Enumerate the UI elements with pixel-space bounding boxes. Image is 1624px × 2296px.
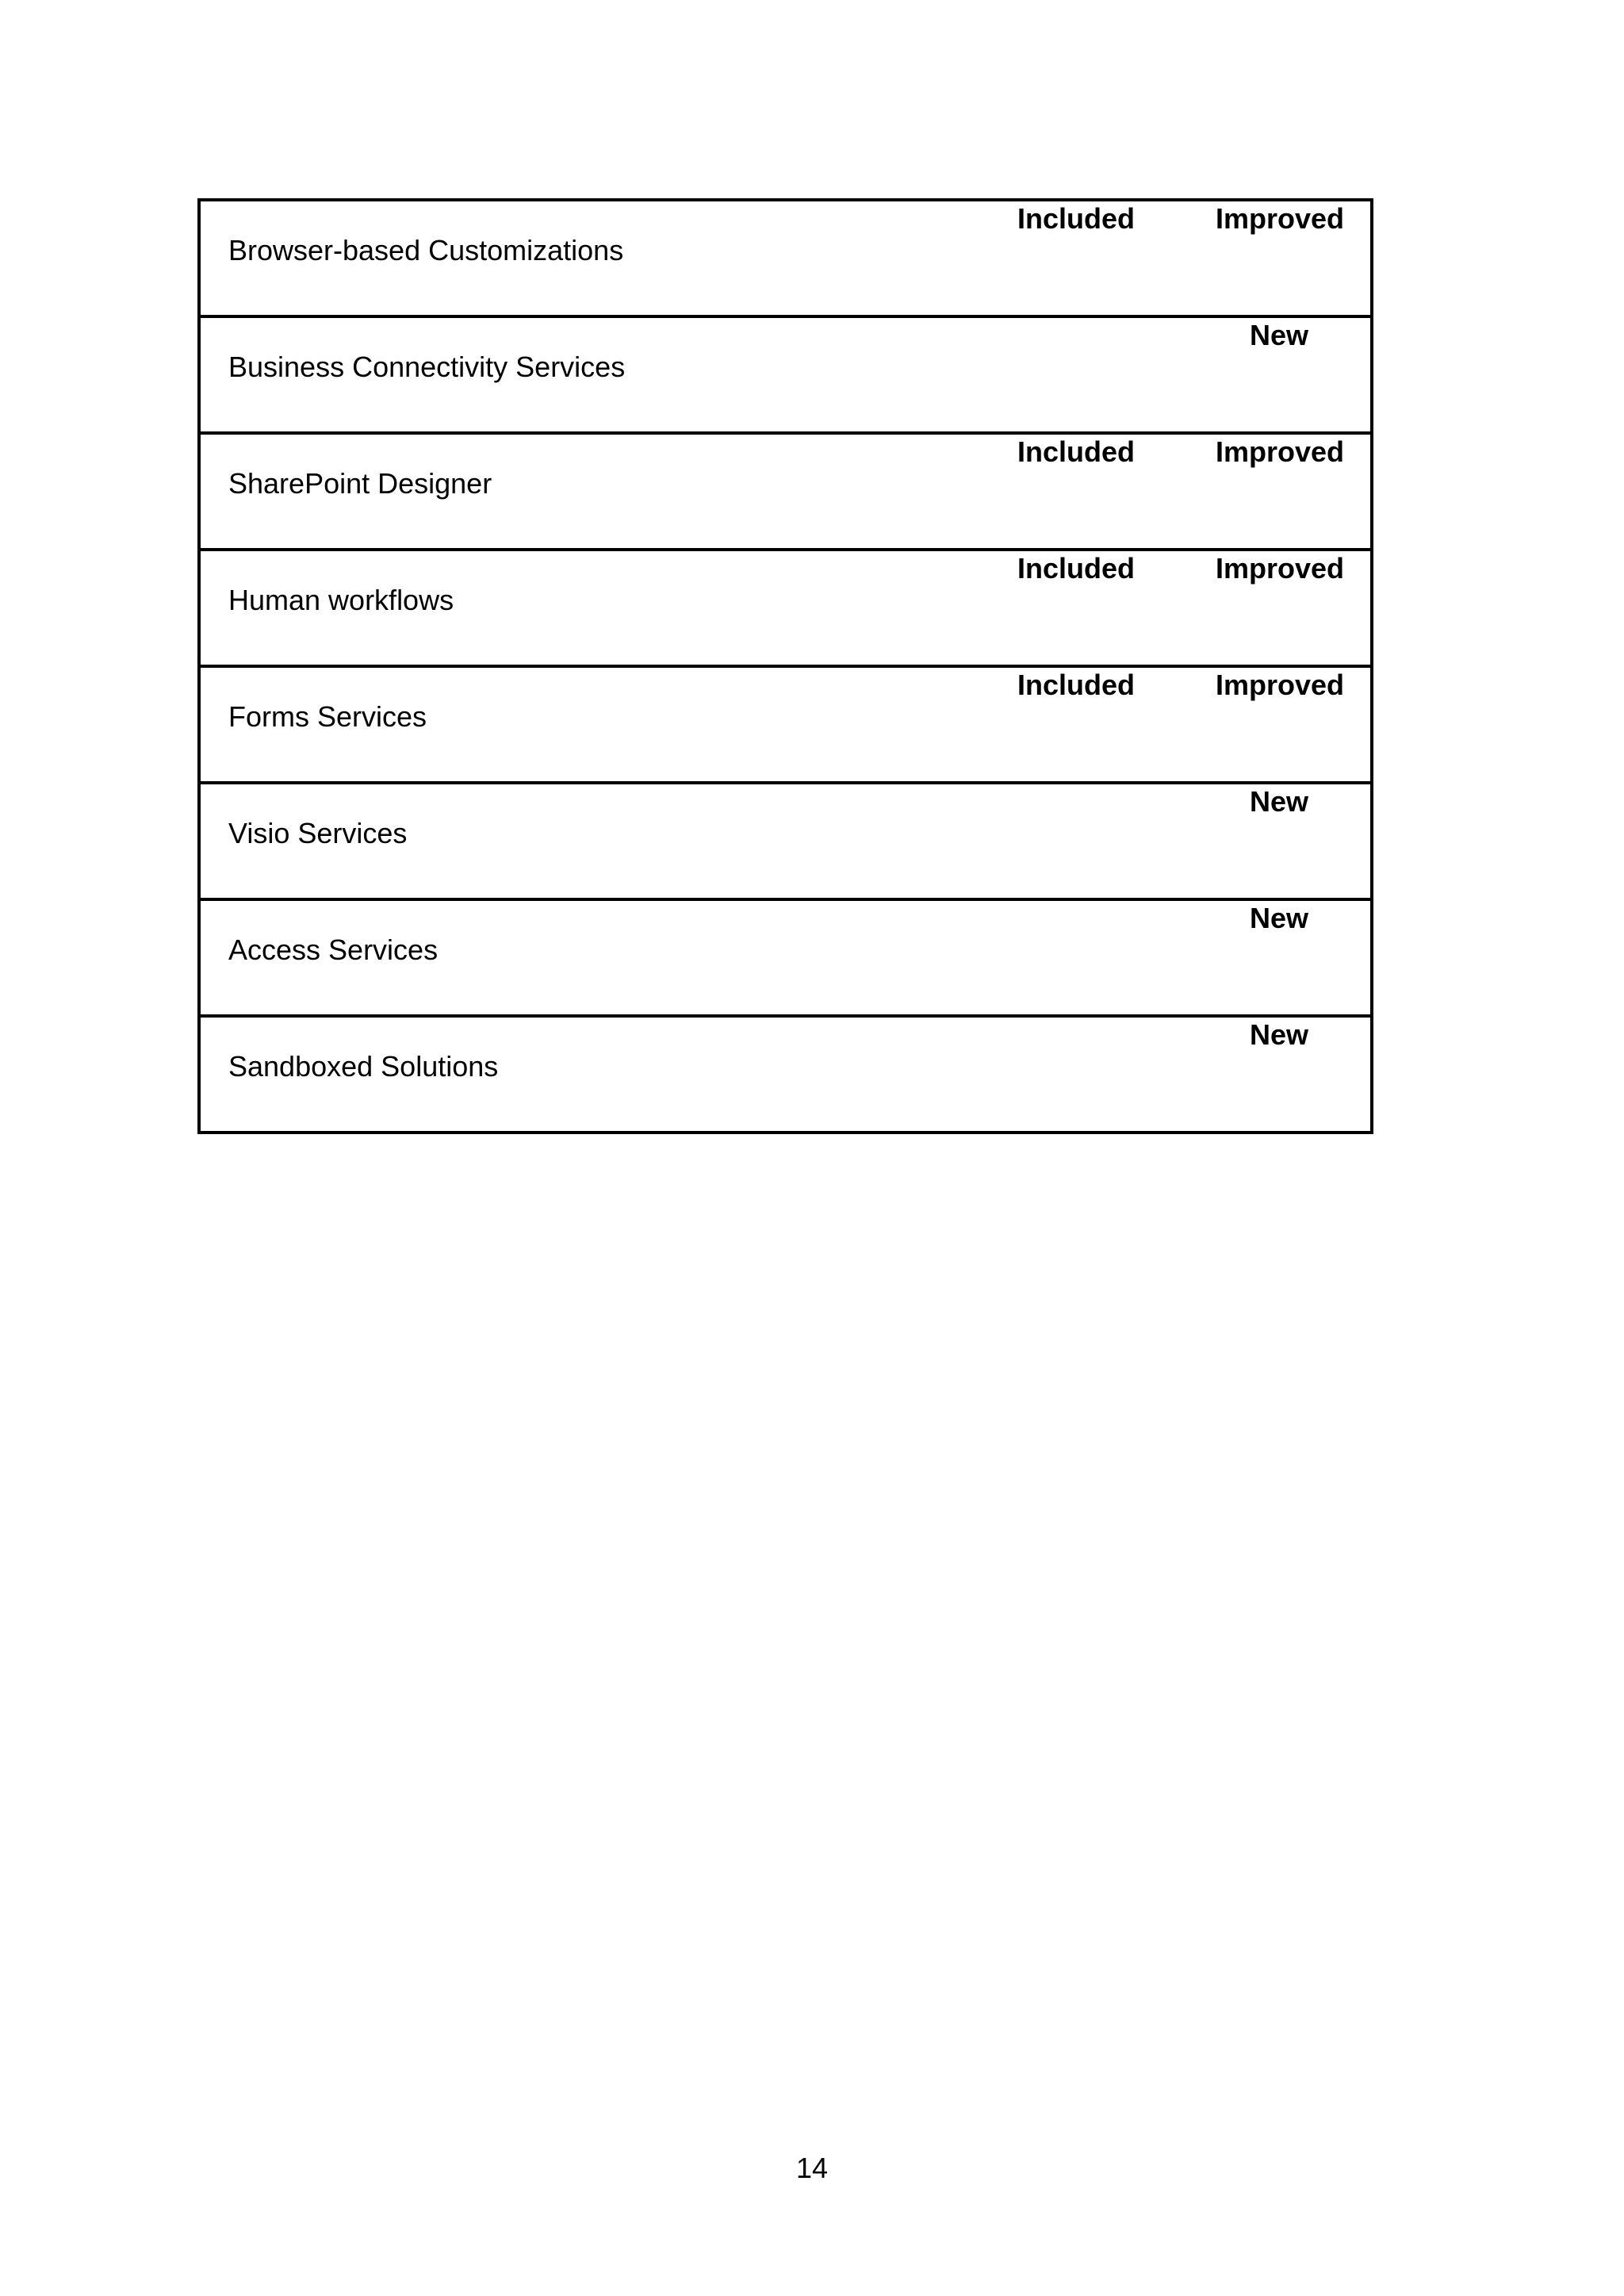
table-row — [201, 1018, 1370, 1131]
status-label: New — [1249, 902, 1309, 934]
table-row — [201, 318, 1370, 435]
table-row — [201, 901, 1370, 1018]
feature-name: Human workflows — [228, 584, 454, 616]
included-label: Included — [1017, 435, 1136, 468]
included-label: Included — [1017, 552, 1136, 585]
status-label: New — [1249, 319, 1309, 351]
table-row — [201, 435, 1370, 551]
feature-name: Visio Services — [228, 817, 408, 849]
feature-name: Business Connectivity Services — [228, 351, 626, 383]
feature-name: Browser-based Customizations — [228, 234, 624, 266]
status-label: Improved — [1216, 435, 1345, 468]
status-label: Improved — [1216, 202, 1345, 235]
status-label: New — [1249, 1018, 1309, 1051]
included-label: Included — [1017, 669, 1136, 701]
status-label: Improved — [1216, 669, 1345, 701]
feature-name: Access Services — [228, 933, 439, 966]
table-row — [201, 784, 1370, 901]
feature-table — [197, 198, 1373, 1134]
table-row — [201, 201, 1370, 318]
page-number: 14 — [795, 2152, 829, 2184]
feature-name: Forms Services — [228, 700, 427, 733]
table-row — [201, 668, 1370, 784]
table-row — [201, 551, 1370, 668]
included-label: Included — [1017, 202, 1136, 235]
status-label: Improved — [1216, 552, 1345, 585]
feature-name: Sandboxed Solutions — [228, 1050, 499, 1083]
feature-name: SharePoint Designer — [228, 467, 492, 500]
status-label: New — [1249, 785, 1309, 818]
